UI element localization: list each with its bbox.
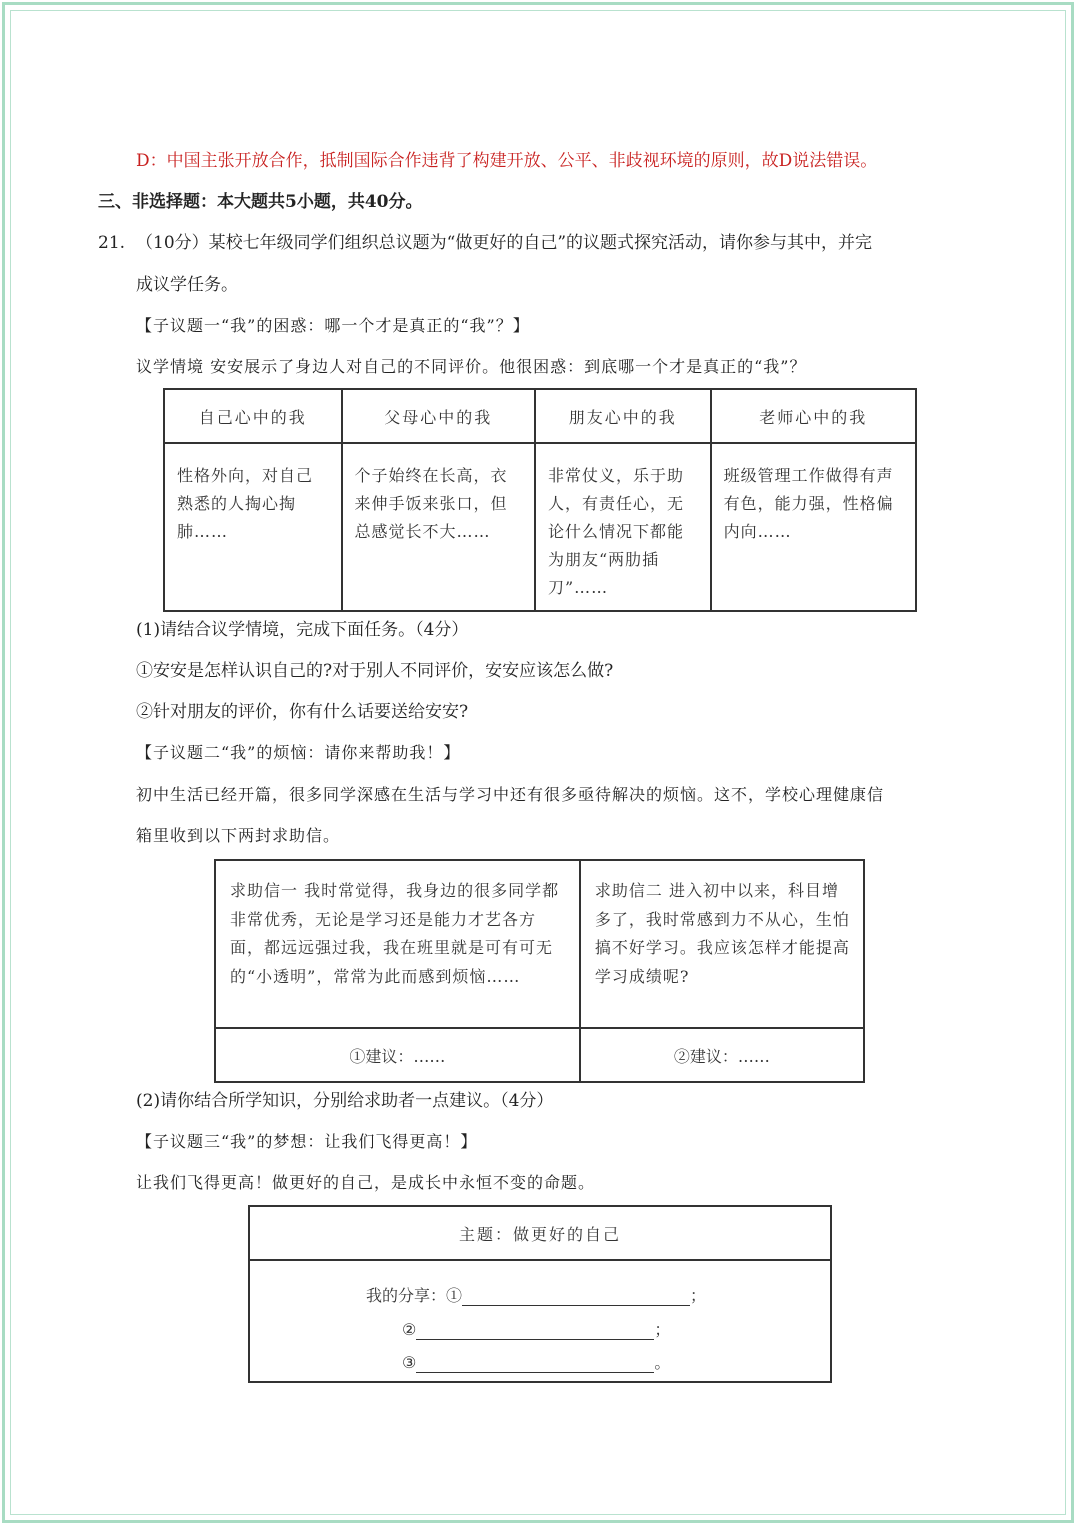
share-mark-3: ③ (402, 1353, 417, 1372)
share-mark-2: ② (402, 1320, 417, 1339)
table-header: 朋友心中的我 (535, 389, 711, 443)
table-cell: 非常仗义，乐于助人，有责任心，无论什么情况下都能为朋友“两肋插刀”…… (535, 443, 711, 611)
table-header: 父母心中的我 (342, 389, 535, 443)
table-cell: 班级管理工作做得有声有色，能力强，性格偏内向…… (711, 443, 916, 611)
answer-blank-2[interactable] (416, 1321, 654, 1340)
sharing-table (248, 1205, 832, 1383)
share-line-3 (402, 1350, 670, 1373)
table-cell: 个子始终在长高，衣来伸手饭来张口，但总感觉长不大…… (342, 443, 535, 611)
task-1: (1)请结合议学情境，完成下面任务。（4分） (136, 620, 469, 640)
share-mark-1: ① (446, 1286, 463, 1305)
sub-topic-2-context-line2: 箱里收到以下两封求助信。 (136, 826, 341, 845)
sub-topic-1-title: 【子议题一“我”的困惑：哪一个才是真正的“我”？】 (136, 316, 530, 335)
answer-blank-3[interactable] (416, 1354, 654, 1373)
section-title: 三、非选择题：本大题共5小题，共40分。 (98, 192, 423, 212)
help-letter-2: 求助信二 进入初中以来，科目增多了，我时常感到力不从心，生怕搞不好学习。我应该怎样才能提高学习成绩呢? (580, 860, 864, 1028)
help-letters-table (214, 859, 865, 1083)
answer-blank-1[interactable] (462, 1287, 690, 1306)
sub-topic-1-context: 议学情境 安安展示了身边人对自己的不同评价。他很困惑：到底哪一个才是真正的“我”？ (136, 357, 807, 376)
task-2: (2)请你结合所学知识，分别给求助者一点建议。（4分） (136, 1091, 554, 1111)
sharing-cell (249, 1260, 831, 1382)
share-end-1: ； (690, 1286, 707, 1305)
suggestion-2: ②建议：…… (580, 1028, 864, 1082)
share-label: 我的分享： (366, 1286, 447, 1305)
suggestion-1: ①建议：…… (215, 1028, 580, 1082)
question-intro-line2: 成议学任务。 (136, 275, 238, 295)
help-letter-1: 求助信一 我时常觉得，我身边的很多同学都非常优秀，无论是学习还是能力才艺各方面，都远远强过我，我在班里就是可有可无的“小透明”，常常为此而感到烦恼…… (215, 860, 580, 1028)
table-header: 老师心中的我 (711, 389, 916, 443)
question-intro-line1: （10分）某校七年级同学们组织总议题为“做更好的自己”的议题式探究活动，请你参与其中，并完 (136, 233, 873, 253)
sub-topic-3-title: 【子议题三“我”的梦想：让我们飞得更高！】 (136, 1132, 478, 1151)
table-cell: 性格外向，对自己熟悉的人掏心掏肺…… (164, 443, 342, 611)
task-1-question-2: ②针对朋友的评价，你有什么话要送给安安? (136, 702, 469, 722)
share-end-2: ； (654, 1320, 671, 1339)
table-header: 自己心中的我 (164, 389, 342, 443)
share-line-1 (366, 1283, 706, 1306)
question-number: 21. (98, 233, 126, 253)
share-end-3: 。 (654, 1353, 671, 1372)
share-line-2 (402, 1317, 670, 1340)
sub-topic-3-context: 让我们飞得更高！做更好的自己，是成长中永恒不变的命题。 (136, 1173, 596, 1192)
sub-topic-2-title: 【子议题二“我”的烦恼：请你来帮助我！】 (136, 743, 461, 762)
theme-cell: 主题：做更好的自己 (249, 1206, 831, 1260)
evaluation-table (163, 388, 917, 612)
sub-topic-2-context-line1: 初中生活已经开篇，很多同学深感在生活与学习中还有很多亟待解决的烦恼。这不，学校心理健康信 (136, 785, 885, 804)
task-1-question-1: ①安安是怎样认识自己的?对于别人不同评价，安安应该怎么做? (136, 661, 614, 681)
answer-analysis-d: D：中国主张开放合作，抵制国际合作违背了构建开放、公平、非歧视环境的原则，故D说法错误。 (136, 151, 878, 171)
